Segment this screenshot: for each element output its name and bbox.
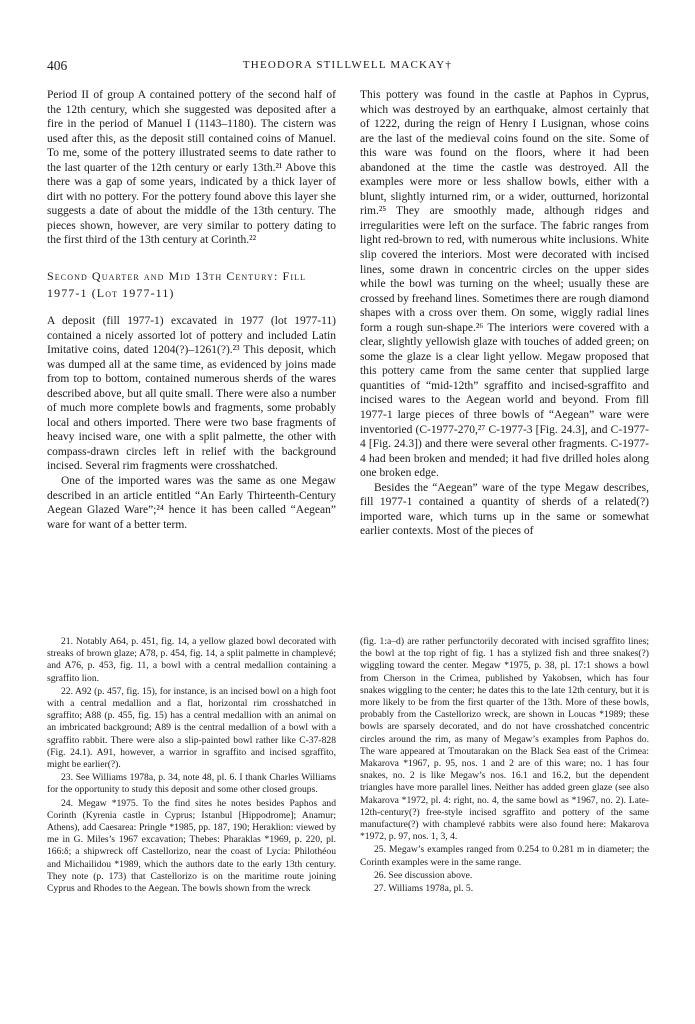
footnote: 22. A92 (p. 457, fig. 15), for instance, is an incised bowl on a high foot with a central medallion and a flat, horizontal rim crosshatched in sgraffito; A88 (p. 455, fig. 15) has a central medallion with an animal on an imbricated background; A89 is the central medallion of a bowl with a sgraffito rabbit. There were also a slip-painted bowl rather like C-37-828 (Fig. 24.1). A91, however, a warrior in sgraffito and incised sgraffito, might be earlier(?).	[47, 685, 336, 771]
body-paragraph: One of the imported wares was the same as one Megaw described in an article entitled “An Early Thirteenth-Century Aegean Glazed Ware”;²⁴ hence it has been called “Aegean” ware for want of a better term.	[47, 475, 336, 531]
footnote-continuation: (fig. 1:a–d) are rather perfunctorily decorated with incised sgraffito lines; the bowl at the top right of fig. 1 has a stylized fish and three snakes(?) wiggling toward the center. Megaw *1975, p. 38, pl. 17:1 shows a bowl from Cherson in the Crimea, published by Yakobsen, which has four snakes wiggling to the center; he dates this to the late 12th century, but it is more likely to be from the first quarter of the 13th. More of these bowls, probably from the Castellorizo wreck, are shown in Loucas *1989; these bowls are sparsely decorated, and do not have crosshatched concentric circles around the rim, as many of Megaw’s examples from Paphos do. The ware appeared at Tmoutarakan on the Black Sea east of the Crimea: Makarova *1967, p. 95, nos. 1 and 2 are of this ware; no. 1 has four snakes, no. 2 is like Megaw’s nos. 16.1 and 16.2, but the dependent triangles have more parallel lines. Neither has added green glaze (see also Makarova *1972, pl. 4: right, no. 4, the same bowl as *1967, no. 2). Late-12th-century(?) free-style incised sgraffito and pottery of the same manufacture(?) with champlevé rabbits were also found here: Makarova *1972, p. 97, nos. 1, 3, 4.	[360, 636, 649, 843]
footnotes-left	[47, 636, 336, 896]
body-paragraph: Period II of group A contained pottery of the second half of the 12th century, which she suggested was deposited after a fire in the period of Manuel I (1143–1180). The cistern was used after this, as the deposit still contained coins of Manuel. To me, some of the pottery illustrated seems to date rather to the last quarter of the 12th century or early 13th.²¹ Above this there was a gap of some years, indicated by a thick layer of dirt with no pottery. For the pottery found above this layer she suggests a date of about the middle of the 13th century. The pieces shown, however, are very similar to pottery dating to the first third of the 13th century at Corinth.²²	[47, 89, 336, 247]
right-column	[360, 88, 649, 539]
footnote: 24. Megaw *1975. To the find sites he notes besides Paphos and Corinth (Kyrenia castle in Cyprus; Istanbul [Hippodrome]; Anamur; Athens), add Caesarea: Pringle *1985, pp. 187, 190; Heraklion: viewed by me in G. Miles’s 1967 excavation; Thebes: Pharaklas *1969, p. 220, pl. 166:δ; a shipwreck off Castellorizo, near the coast of Lycia: Philothéou and Michailidou *1989, which the authors date to the early 13th century. They note (p. 173) that Castellorizo is on the maritime route joining Cyprus and Rhodes to the Aegean. The bowls shown from the wreck	[47, 797, 336, 895]
section-heading: Second Quarter and Mid 13th Century: Fill 1977-1 (Lot 1977-11)	[47, 269, 307, 301]
footnote: 27. Williams 1978a, pl. 5.	[374, 883, 474, 895]
footnote: 26. See discussion above.	[374, 869, 473, 881]
body-paragraph: Besides the “Aegean” ware of the type Megaw describes, fill 1977-1 contained a quantity of sherds of a related(?) imported ware, which turns up in the same or somewhat earlier contexts. Most of the pieces of	[360, 481, 649, 538]
footnotes-right	[360, 636, 649, 896]
page-header	[47, 58, 648, 74]
running-title: THEODORA STILLWELL MACKAY†	[242, 59, 453, 71]
footnote: 23. See Williams 1978a, p. 34, note 48, pl. 6. I thank Charles Williams for the opportunity to study this deposit and some other closed groups.	[47, 772, 336, 796]
footnote: 21. Notably A64, p. 451, fig. 14, a yellow glazed bowl decorated with streaks of brown glaze; A78, p. 454, fig. 14, a split palmette in champlevé; and A76, p. 453, fig. 11, a bowl with a central medallion containing a sgraffito lion.	[47, 636, 336, 684]
footnote: 25. Megaw’s examples ranged from 0.254 to 0.281 m in diameter; the Corinth examples were in the same range.	[360, 844, 649, 868]
page-number: 406	[47, 58, 68, 73]
left-column	[47, 88, 336, 532]
body-paragraph: This pottery was found in the castle at Paphos in Cyprus, which was destroyed by an earthquake, almost certainly that of 1222, during the reign of Henry I Lusignan, whose coins are the last of the medieval coins found on the site. Some of this ware was found on the floors, where it had been abandoned at the time the castle was destroyed. All the examples were more or less shallow bowls, either with a blunt, slightly inturned rim, or a wider, outturned, horizontal rim.²⁵ They are smoothly made, although ridges and irregularities were left on the surface. The fabric ranges from light red-brown to red, with numerous white inclusions. White slip covered the interiors. Most were decorated with incised lines, some drawn in concentric circles on the upper sides while the bowl was turning on the wheel; usually these are crossed by freehand lines. Sometimes there are rough diamond shapes with a cross over them. On some, wiggly radial lines form a rough sun-shape.²⁶ The interiors were covered with a clear, slightly yellowish glaze with touches of added green; on some the glaze is a clear light yellow. Megaw proposed that this pottery came from the same center that supplied large quantities of “mid-12th” sgraffito and incised-sgraffito and incised wares to the Aegean world and beyond. From fill 1977-1 large pieces of three bowls of “Aegean” ware were inventoried (C-1977-270,²⁷ C-1977-3 [Fig. 24.3], and C-1977-4 [Fig. 24.3]) and there were several other fragments. C-1977-4 had been broken and mended; it had five drilled holes along one broken edge.	[360, 89, 650, 480]
body-paragraph: A deposit (fill 1977-1) excavated in 1977 (lot 1977-11) contained a nicely assorted lot of pottery and included Latin Imitative coins, dated 1204(?)–1261(?).²³ This deposit, which was dumped all at the same time, as evidenced by joins made from top to bottom, contained numerous sherds of the wares described above, but all quite small. There were also a number of much more complete bowls and fragments, some probably local and others imported. There were two base fragments of heavy incised ware, one with a split palmette, the other with compass-drawn circles left in relief with the background incised. Several rim fragments were crosshatched.	[47, 315, 336, 473]
